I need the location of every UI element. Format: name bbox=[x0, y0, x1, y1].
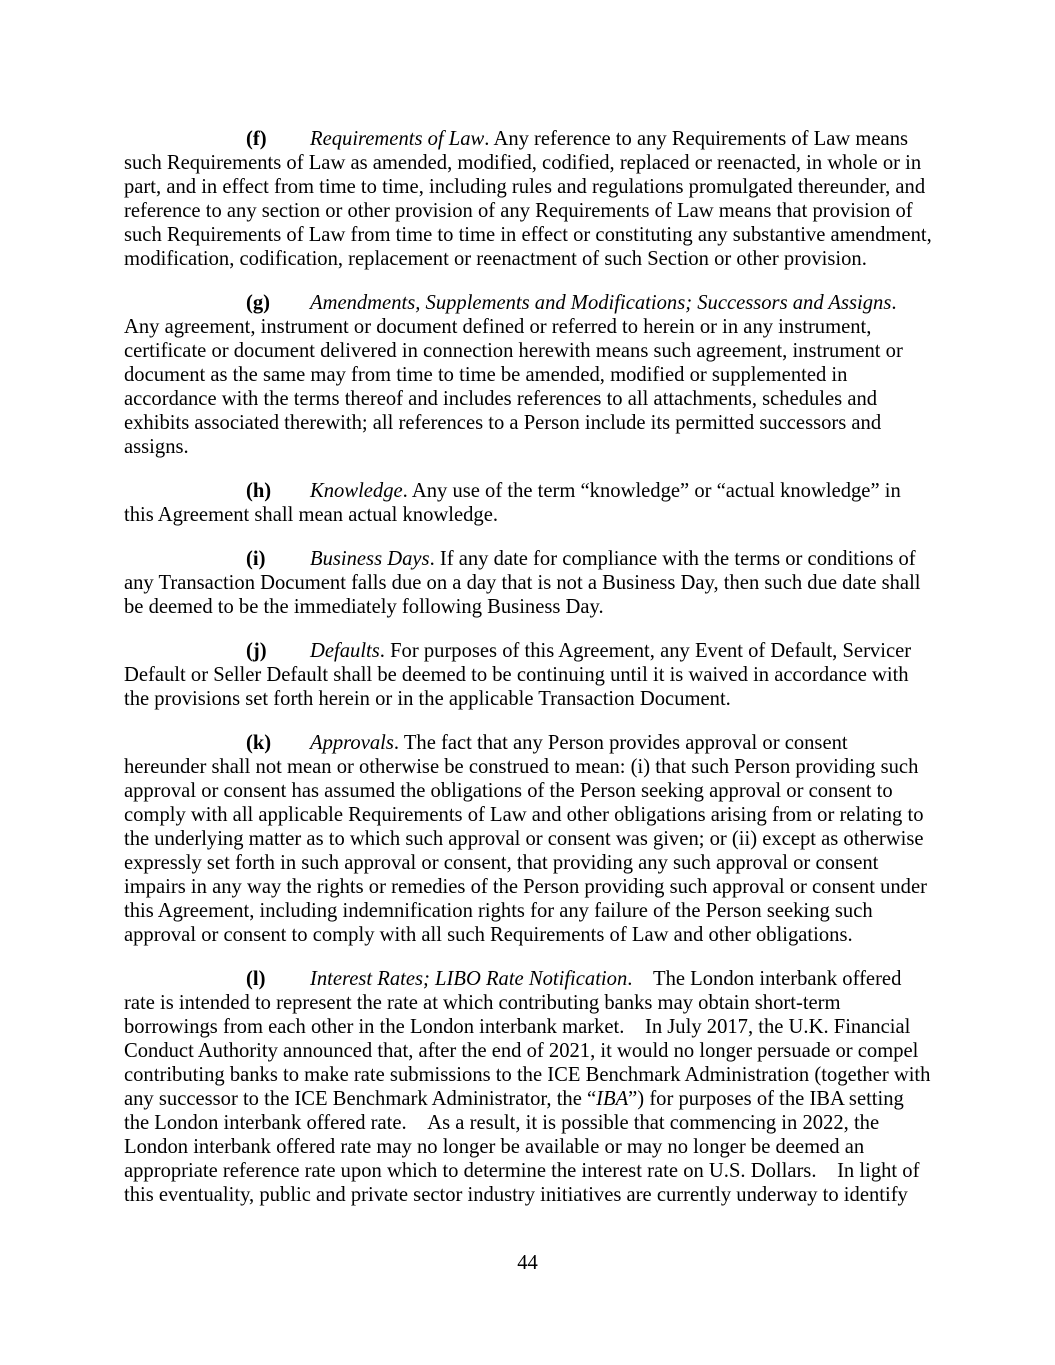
paragraph-label: (i) bbox=[246, 548, 266, 570]
paragraph bbox=[124, 479, 934, 527]
paragraph-text-run: . Any agreement, instrument or document defined or referred to herein or in any instrument, certificate or document delivered in connection herewith means such agreement, instrument or document as the same may from time to time be amended, modified or supplemented in accordance with the terms thereof and includes references to all attachments, schedules and exhibits associated therewith; all references to a Person include its permitted successors and assigns. bbox=[124, 292, 903, 458]
paragraph-label: (g) bbox=[246, 292, 271, 314]
paragraph-text-run: . If any date for compliance with the terms or conditions of any Transaction Document falls due on a day that is not a Business Day, then such due date shall be deemed to be the immediately following Business Day. bbox=[124, 548, 921, 618]
paragraph-label: (l) bbox=[246, 968, 266, 990]
paragraph-text-run: . For purposes of this Agreement, any Event of Default, Servicer Default or Seller Default shall be deemed to be continuing until it is waived in accordance with the provisions set forth herein or in the applicable Transaction Document. bbox=[124, 640, 912, 710]
paragraph-text-run: . The London interbank offered rate is intended to represent the rate at which contributing banks may obtain short-term borrowings from each other in the London interbank market. In July 2017, the U.K. Financial Conduct Authority announced that, after the end of 2021, it would no longer persuade or compel contributing banks to make rate submissions to the ICE Benchmark Administration (together with any successor to the ICE Benchmark Administrator, the “ bbox=[124, 968, 931, 1110]
paragraph bbox=[124, 639, 934, 711]
paragraph-title-run: Approvals bbox=[310, 732, 394, 754]
paragraph-text-run: . The fact that any Person provides approval or consent hereunder shall not mean or otherwise be construed to mean: (i) that such Person providing such approval or consent has assumed the obligations of the Person seeking approval or consent to comply with all applicable Requirements of Law and other obligations arising from or relating to the underlying matter as to which such approval or consent was given; or (ii) except as otherwise expressly set forth in such approval or consent, that providing any such approval or consent impairs in any way the rights or remedies of the Person providing such approval or consent under this Agreement, including indemnification rights for any failure of the Person seeking such approval or consent to comply with all such Requirements of Law and other obligations. bbox=[124, 732, 927, 946]
paragraph-label: (j) bbox=[246, 640, 267, 662]
paragraph-title-run: IBA bbox=[596, 1088, 629, 1110]
paragraph-title-run: Amendments, Supplements and Modifications; Successors and Assigns bbox=[310, 292, 892, 314]
paragraph-text-run: ”) for purposes of the IBA setting the London interbank offered rate. As a result, it is possible that commencing in 2022, the London interbank offered rate may no longer be available or may no longer be deemed an appropriate reference rate upon which to determine the interest rate on U.S. Dollars. In light of this eventuality, public and private sector industry initiatives are currently underway to identify bbox=[124, 1088, 920, 1206]
paragraph-title-run: Requirements of Law bbox=[310, 128, 485, 150]
page-number: 44 bbox=[517, 1252, 538, 1274]
paragraph-label: (f) bbox=[246, 128, 267, 150]
paragraph-title-run: Interest Rates; LIBO Rate Notification bbox=[310, 968, 628, 990]
paragraph bbox=[124, 547, 934, 619]
paragraph bbox=[124, 731, 934, 947]
paragraph-title-run: Business Days bbox=[310, 548, 430, 570]
paragraph-title-run: Defaults bbox=[310, 640, 380, 662]
paragraph-label: (k) bbox=[246, 732, 272, 754]
paragraph-text-run: . Any use of the term “knowledge” or “actual knowledge” in this Agreement shall mean actual knowledge. bbox=[124, 480, 901, 526]
paragraph bbox=[124, 967, 934, 1207]
paragraph-title-run: Knowledge bbox=[310, 480, 403, 502]
paragraph bbox=[124, 291, 934, 459]
paragraphs-container bbox=[124, 127, 934, 1227]
paragraph-label: (h) bbox=[246, 480, 272, 502]
paragraph bbox=[124, 127, 934, 271]
paragraph-text-run: . Any reference to any Requirements of Law means such Requirements of Law as amended, modified, codified, replaced or reenacted, in whole or in part, and in effect from time to time, including rules and regulations promulgated thereunder, and reference to any section or other provision of any Requirements of Law means that provision of such Requirements of Law from time to time in effect or constituting any substantive amendment, modification, codification, replacement or reenactment of such Section or other provision. bbox=[124, 128, 932, 270]
